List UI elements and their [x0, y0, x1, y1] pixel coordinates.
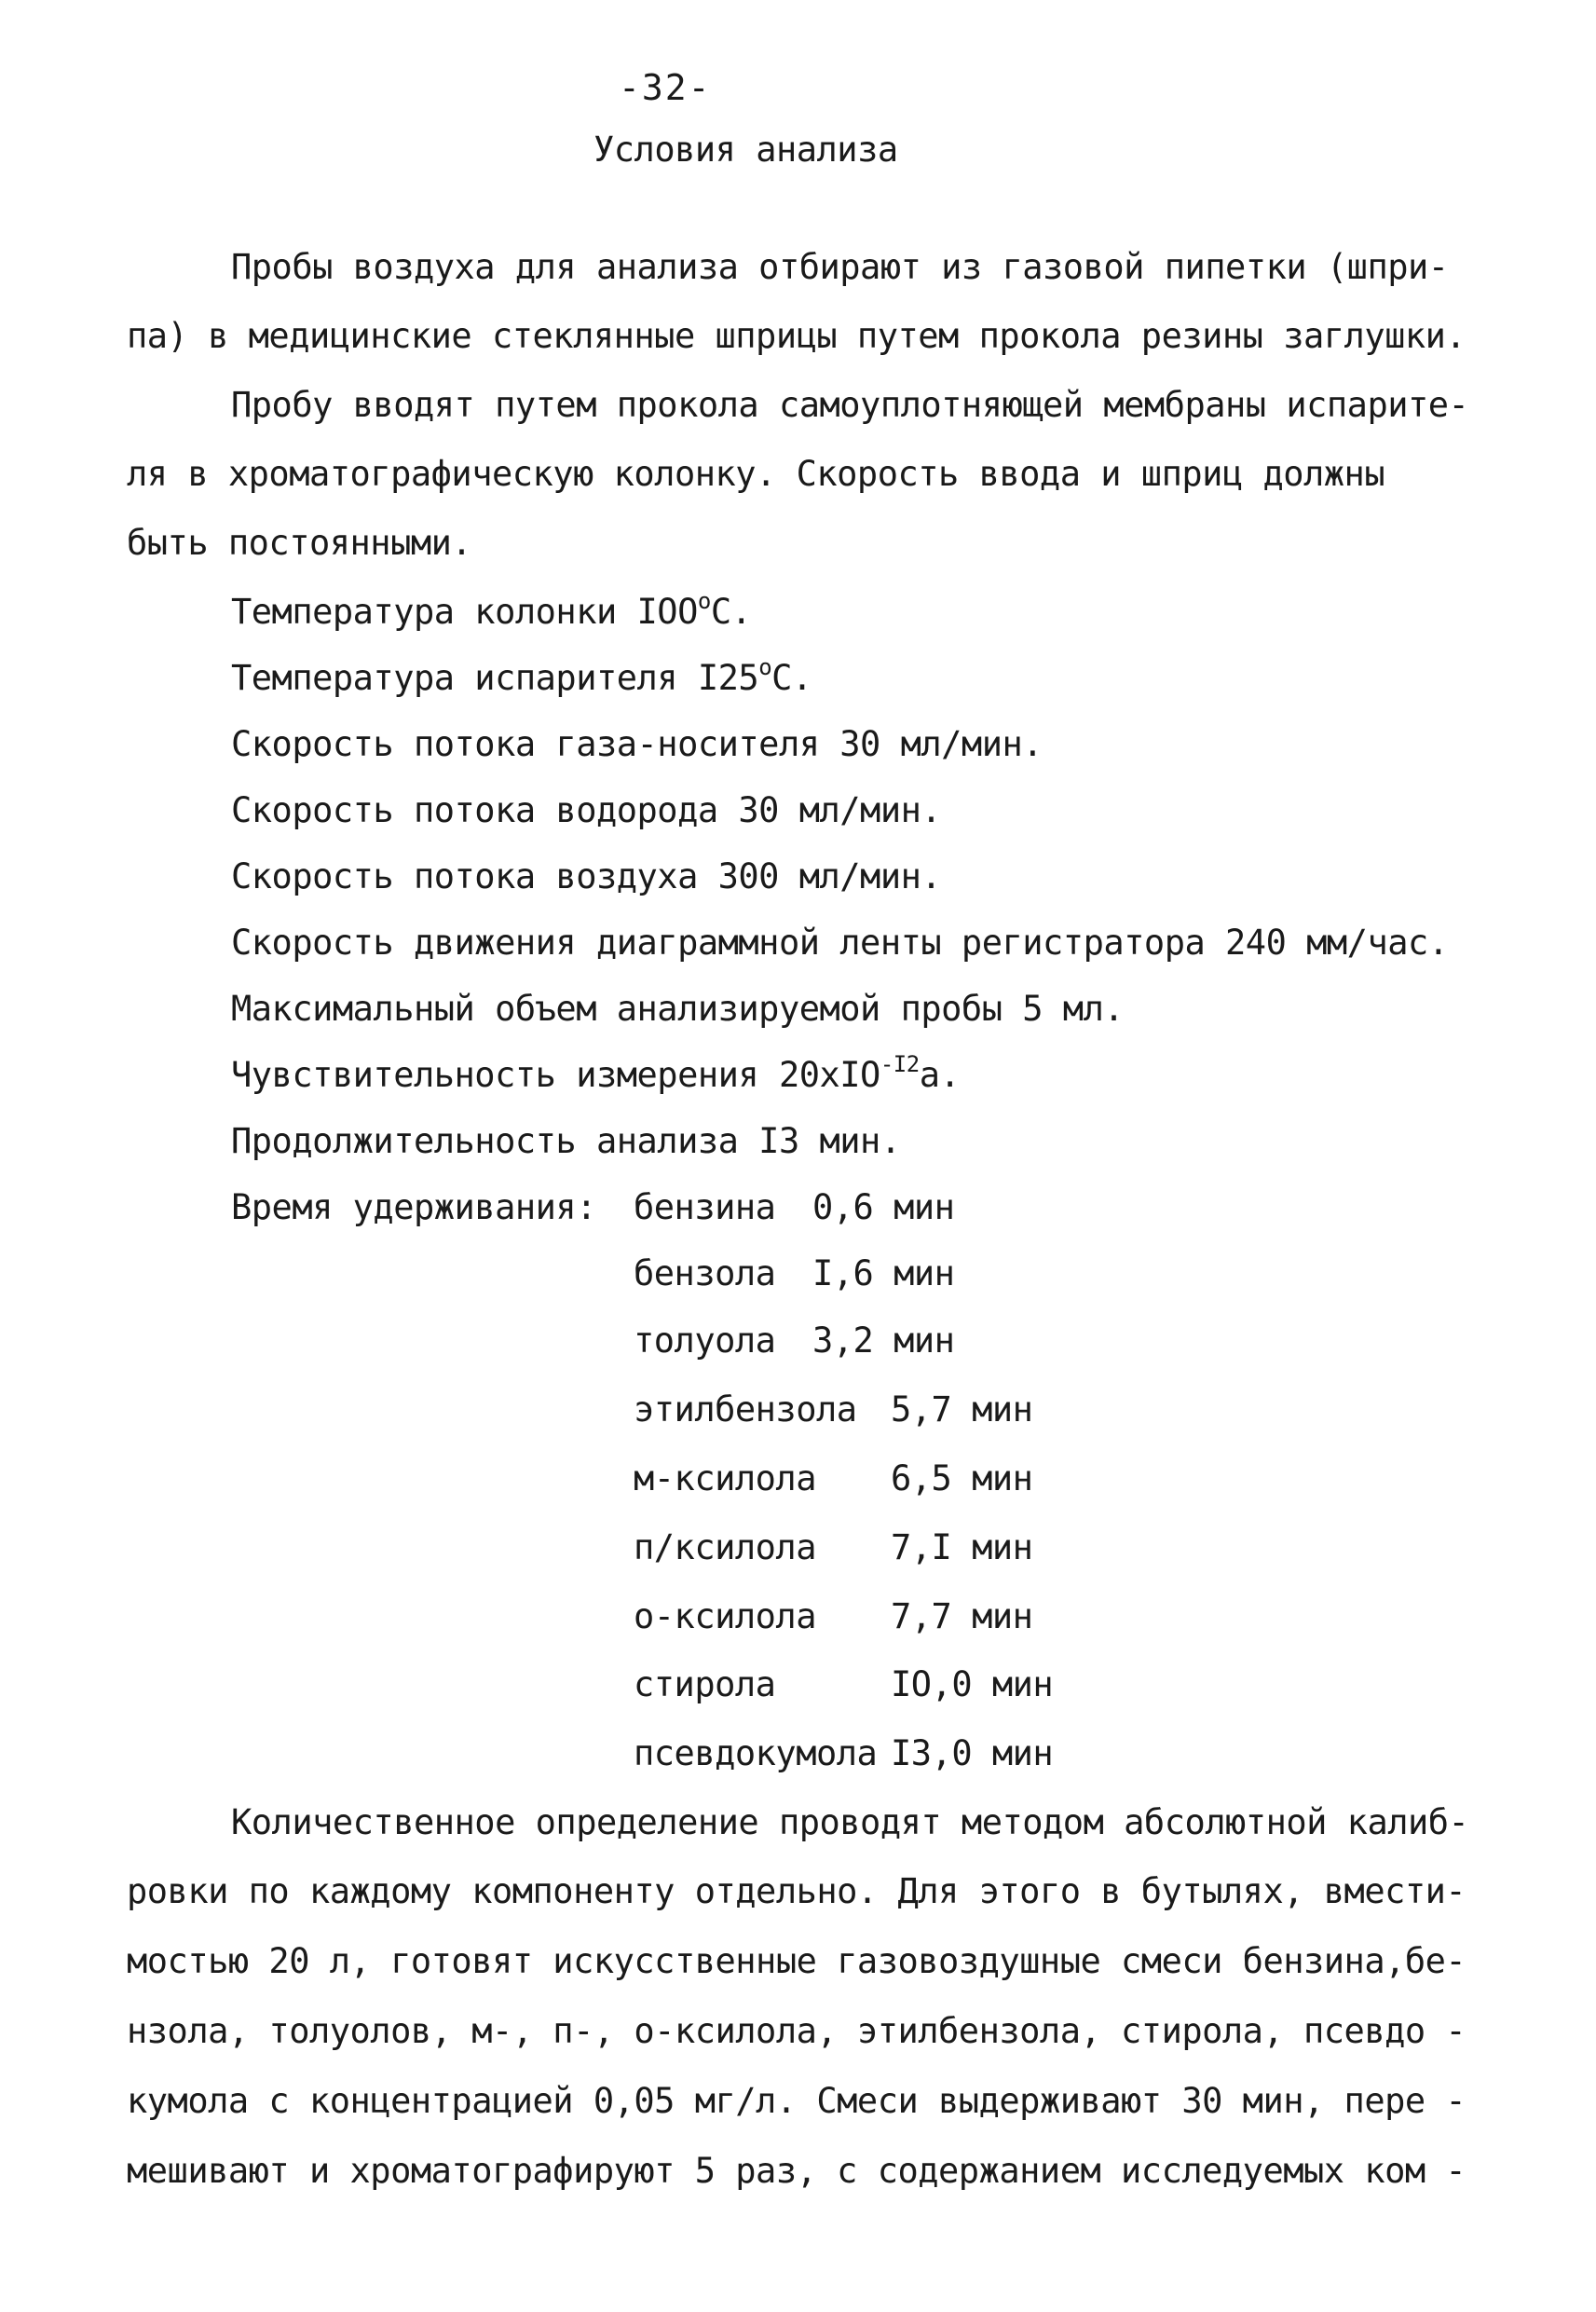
- paragraph2-line3: быть постоянными.: [127, 523, 472, 563]
- paragraph2-line1: Пробу вводят путем прокола самоуплотняющей мембраны испарите-: [231, 385, 1469, 425]
- paragraph1-line2: па) в медицинские стеклянные шприцы путем прокола резины заглушки.: [127, 316, 1466, 356]
- retention-name: м-ксилола: [634, 1458, 816, 1498]
- chart-speed: Скорость движения диаграммной ленты регистратора 240 мм/час.: [231, 923, 1449, 963]
- retention-value: 5,7 мин: [891, 1389, 1033, 1430]
- air-flow: Скорость потока воздуха 300 мл/мин.: [231, 856, 942, 896]
- retention-name: п/ксилола: [634, 1527, 816, 1567]
- retention-value: 0,6 мин: [812, 1187, 955, 1227]
- retention-label: Время удерживания:: [231, 1187, 596, 1227]
- paragraph3-line4: нзола, толуолов, м-, п-, о-ксилола, этилбензола, стирола, псевдо -: [127, 2011, 1466, 2051]
- section-title: Условия анализа: [593, 130, 898, 170]
- retention-name: бензина: [634, 1187, 776, 1227]
- paragraph3-line1: Количественное определение проводят методом абсолютной калиб-: [231, 1802, 1469, 1842]
- page-number: -32-: [619, 67, 712, 108]
- retention-name: о-ксилола: [634, 1596, 816, 1636]
- analysis-duration: Продолжительность анализа I3 мин.: [231, 1121, 901, 1161]
- retention-name: этилбензола: [634, 1389, 857, 1430]
- max-sample-volume: Максимальный объем анализируемой пробы 5 мл.: [231, 989, 1125, 1029]
- paragraph3-line5: кумола с концентрацией 0,05 мг/л. Смеси выдерживают 30 мин, пере -: [127, 2081, 1466, 2121]
- retention-value: I3,0 мин: [891, 1733, 1054, 1773]
- hydrogen-flow: Скорость потока водорода 30 мл/мин.: [231, 790, 942, 830]
- evaporator-temperature: Температура испарителя I25$^o$C.: [231, 654, 812, 698]
- retention-name: псевдокумола: [634, 1733, 878, 1773]
- paragraph3-line6: мешивают и хроматографируют 5 раз, с содержанием исследуемых ком -: [127, 2151, 1466, 2191]
- retention-value: 3,2 мин: [812, 1320, 955, 1361]
- retention-value: 7,I мин: [891, 1527, 1033, 1567]
- retention-value: IO,0 мин: [891, 1664, 1054, 1704]
- paragraph3-line3: мостью 20 л, готовят искусственные газовоздушные смеси бензина,бе-: [127, 1941, 1466, 1981]
- carrier-gas-flow: Скорость потока газа-носителя 30 мл/мин.: [231, 724, 1044, 764]
- paragraph1-line1: Пробы воздуха для анализа отбирают из газовой пипетки (шпри-: [231, 247, 1449, 287]
- paragraph2-line2: ля в хроматографическую колонку. Скорость ввода и шприц должны: [127, 454, 1385, 494]
- retention-value: I,6 мин: [812, 1253, 955, 1293]
- column-temperature: Температура колонки IOO$^o$C.: [231, 588, 752, 632]
- retention-value: 7,7 мин: [891, 1596, 1033, 1636]
- retention-name: бензола: [634, 1253, 776, 1293]
- retention-name: стирола: [634, 1664, 776, 1704]
- sensitivity: Чувствительность измерения 20xIO$^{-I2}$a.: [231, 1051, 961, 1095]
- retention-name: толуола: [634, 1320, 776, 1361]
- paragraph3-line2: ровки по каждому компоненту отдельно. Для этого в бутылях, вмести-: [127, 1871, 1466, 1911]
- retention-value: 6,5 мин: [891, 1458, 1033, 1498]
